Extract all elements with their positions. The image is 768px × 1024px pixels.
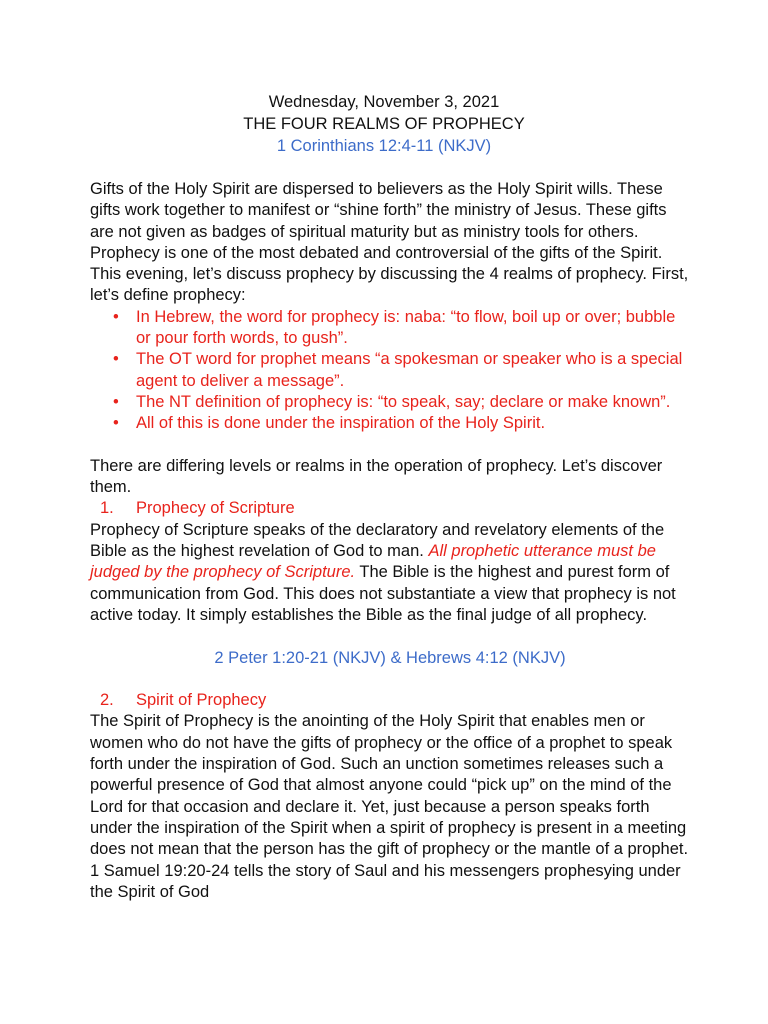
list-item: • The NT definition of prophecy is: “to speak, say; declare or make known”. xyxy=(90,392,690,413)
document-header xyxy=(0,91,768,157)
section-heading-2 xyxy=(90,690,690,711)
document-body xyxy=(90,179,690,903)
realms-intro-paragraph: There are differing levels or realms in the operation of prophecy. Let’s discover them. xyxy=(90,456,663,497)
list-item: • In Hebrew, the word for prophecy is: naba: “to flow, boil up or over; bubble or pour forth words, to gush”. xyxy=(113,307,676,348)
section-1-reference: 2 Peter 1:20-21 (NKJV) & Hebrews 4:12 (NKJV) xyxy=(214,648,566,667)
section-heading-1 xyxy=(90,498,690,519)
scripture-reference: 1 Corinthians 12:4-11 (NKJV) xyxy=(276,137,492,155)
definition-list xyxy=(90,307,690,435)
page-title: THE FOUR REALMS OF PROPHECY xyxy=(243,115,525,133)
section-title: Prophecy of Scripture xyxy=(136,499,295,518)
section-number: 2. xyxy=(100,691,114,710)
date-line: Wednesday, November 3, 2021 xyxy=(268,93,500,111)
intro-paragraph: Gifts of the Holy Spirit are dispersed to believers as the Holy Spirit wills. These gifts work together to manifest or “shine forth” the ministry of Jesus. These gifts are not given as badges of spiritual maturity but as ministry tools for others. Prophecy is one of the most debated and controversial of the gifts of the Spirit. This evening, let’s discuss prophecy by discussing the 4 realms of prophecy. First, let’s define prophecy: xyxy=(90,180,689,305)
list-item: • The OT word for prophet means “a spokesman or speaker who is a special agent to deliver a message”. xyxy=(113,350,683,390)
list-item: • All of this is done under the inspiration of the Holy Spirit. xyxy=(90,413,690,434)
bullet-icon: • xyxy=(113,350,119,369)
bullet-icon: • xyxy=(113,307,119,326)
section-1-paragraph: Prophecy of Scripture speaks of the declaratory and revelatory elements of the Bible as the highest revelation of God to man. All prophetic utterance must be judged by the prophecy of Scripture. The Bible is the highest and purest form of communication from God. This does not substantiate a view that prophecy is not active today. It simply establishes the Bible as the final judge of all prophecy. xyxy=(90,520,676,624)
bullet-icon: • xyxy=(113,414,119,433)
section-title: Spirit of Prophecy xyxy=(136,691,267,710)
emphasis-text: All prophetic utterance must be judged by the prophecy of Scripture. xyxy=(90,542,656,582)
section-number: 1. xyxy=(100,499,114,518)
section-2-paragraph: The Spirit of Prophecy is the anointing of the Holy Spirit that enables men or women who do not have the gifts of prophecy or the office of a prophet to speak forth under the inspiration of God. Such an unction sometimes releases such a powerful presence of God that almost anyone could “pick up” on the mind of the Lord for that occasion and declare it. Yet, just because a person speaks forth under the inspiration of the Spirit when a spirit of prophecy is present in a meeting does not mean that the person has the gift of prophecy or the mantle of a prophet. 1 Samuel 19:20-24 tells the story of Saul and his messengers prophesying under the Spirit of God xyxy=(90,712,689,901)
bullet-icon: • xyxy=(113,392,119,411)
